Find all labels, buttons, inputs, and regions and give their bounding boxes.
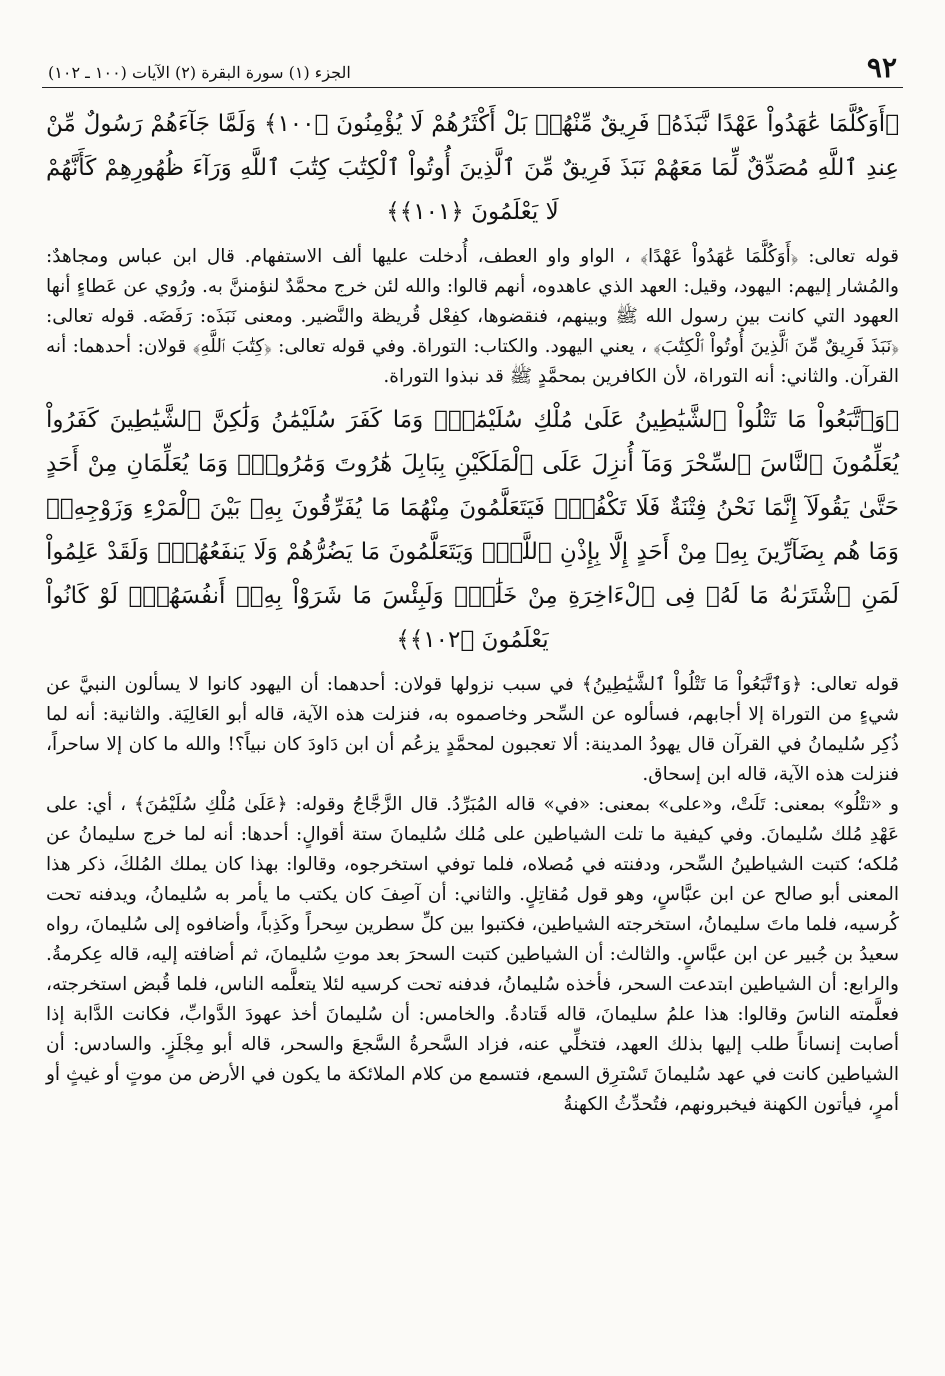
commentary-paragraph: و «تتْلُو» بمعنى: تَلَتْ، و«على» بمعنى: «في» قاله المُبَرِّدُ. قال الزَّجَّاجُ وقوله: ﴿عَلَىٰ مُلْكِ سُلَيْمَٰنَ﴾ ، أي: على عَهْدِ مُلك سُليمانَ. وفي كيفية ما تلت الشياطين على مُلك سُليمانَ ستة أقوالٍ: أحدها: أنه لما خرج سليمانُ عن مُلكه؛ كتبت الشياطينُ السِّحر، ودفنته في مُصلاه، فلما توفي استخرجوه، وقالوا: بهذا كان يملك المُلكَ، ذكر هذا المعنى أبو صالح عن ابن عبَّاسٍ، وهو قول مُقاتِلٍ. والثاني: أن آصِفَ كان يكتب ما يأمر به سُليمانُ، ويدفنه تحت كُرسيه، فلما ماتَ سليمانُ، استخرجته الشياطين، فكتبوا بين كلِّ سطرين سِحراً وكَذِباً، وأضافوه إلى سُليمانَ، رواه سعيدُ بن جُبير عن ابن عبَّاسٍ. والثالث: أن الشياطين كتبت السحرَ بعد موتِ سُليمانَ، ثم أضافته إليه، قاله عِكرمةُ. والرابع: أن الشياطين ابتدعت السحر، فأخذه سُليمانُ، فدفنه تحت كرسيه لئلا يتعلَّمه الناس، فلما قُبض استخرجته، فعلَّمته الناسَ وقالوا: هذا علمُ سليمانَ، قاله قَتادةُ. والخامس: أن سُليمانَ أخذ عهودَ الدَّوابِّ، فكانت الدَّابة إذا أصابت إنساناً طلب إليها بذلك العهد، فتخلِّي عنه، فزاد السَّحرةُ السَّجعَ والسحر، قاله أبو مِجْلَزٍ. والسادس: أن الشياطين كانت في عهد سُليمانَ تَسْترِق السمع، فتسمع من كلام الملائكة ما يكون في الأرض من موتٍ أو غيثٍ أو أمرٍ، فيأتون الكهنة فيخبرونهم، فتُحدِّثُ الكهنةُ <box>46 794 899 1115</box>
commentary-paragraph: قوله تعالى: ﴿أَوَكُلَّمَا عَٰهَدُواْ عَهْدًا﴾ ، الواو واو العطف، أُدخلت عليها ألف الاستفهام. قال ابن عباس ومجاهدٌ: والمُشار إليهم: اليهود، وقيل: العهد الذي عاهدوه، أنهم قالوا: والله لئن خرج محمَّدٌ لنؤمننَّ به. ورُوي عن عَطاءٍ أنها العهود التي كانت بين رسول الله ﷺ وبينهم، فنقضوها، كفِعْل قُريظة والنَّضير. ومعنى نَبَذَه: رَفَضَه. قوله تعالى: ﴿نَبَذَ فَرِيقٌ مِّنَ ٱلَّذِينَ أُوتُواْ ٱلْكِتَٰبَ﴾ ، يعني اليهود. والكتاب: التوراة. وفي قوله تعالى: ﴿كِتَٰبَ ٱللَّهِ﴾ قولان: أحدهما: أنه القرآن. والثاني: أنه التوراة، لأن الكافرين بمحمَّدٍ ﷺ قد نبذوا التوراة. <box>46 246 899 387</box>
page-header <box>42 51 903 88</box>
commentary-block-1 <box>42 242 903 392</box>
page-number: ٩٢ <box>866 51 897 84</box>
quran-verse-block-2: ﴿وَٱتَّبَعُواْ مَا تَتْلُواْ ٱلشَّيَٰطِينُ عَلَىٰ مُلْكِ سُلَيْمَٰنَۖ وَمَا كَفَرَ سُلَيْمَٰنُ وَلَٰكِنَّ ٱلشَّيَٰطِينَ كَفَرُواْ يُعَلِّمُونَ ٱلنَّاسَ ٱلسِّحْرَ وَمَآ أُنزِلَ عَلَى ٱلْمَلَكَيْنِ بِبَابِلَ هَٰرُوتَ وَمَٰرُوتَۚ وَمَا يُعَلِّمَانِ مِنْ أَحَدٍ حَتَّىٰ يَقُولَآ إِنَّمَا نَحْنُ فِتْنَةٌ فَلَا تَكْفُرْۖ فَيَتَعَلَّمُونَ مِنْهُمَا مَا يُفَرِّقُونَ بِهِۦ بَيْنَ ٱلْمَرْءِ وَزَوْجِهِۦۚ وَمَا هُم بِضَآرِّينَ بِهِۦ مِنْ أَحَدٍ إِلَّا بِإِذْنِ ٱللَّهِۚ وَيَتَعَلَّمُونَ مَا يَضُرُّهُمْ وَلَا يَنفَعُهُمْۚ وَلَقَدْ عَلِمُواْ لَمَنِ ٱشْتَرَىٰهُ مَا لَهُۥ فِى ٱلْءَاخِرَةِ مِنْ خَلَٰقٍۚ وَلَبِئْسَ مَا شَرَوْاْ بِهِۦٓ أَنفُسَهُمْۚ لَوْ كَانُواْ يَعْلَمُونَ ﴿١٠٢﴾﴾ <box>46 407 899 653</box>
commentary-paragraph: قوله تعالى: ﴿وَٱتَّبَعُواْ مَا تَتْلُواْ ٱلشَّيَٰطِينُ﴾ في سبب نزولها قولان: أحدهما: أن اليهود كانوا لا يسألون النبيَّ عن شيءٍ من التوراة إلا أجابهم، فسألوه عن السِّحر وخاصموه به، فنزلت هذه الآية، قاله أبو العَالِيَة. والثانية: أنه لما ذُكِر سُليمانُ في القرآن قال يهودُ المدينة: ألا تعجبون لمحمَّدٍ يزعُم أن ابن دَاودَ كان نبياً؟! والله ما كان إلا ساحراً، فنزلت هذه الآية، قاله ابن إسحاق. <box>46 674 899 785</box>
running-head: الجزء (١) سورة البقرة (٢) الآيات (١٠٠ ـ ١٠٢) <box>48 62 351 82</box>
quran-verse-block-1: ﴿أَوَكُلَّمَا عَٰهَدُواْ عَهْدًا نَّبَذَهُۥ فَرِيقٌ مِّنْهُمۚ بَلْ أَكْثَرُهُمْ لَا يُؤْمِنُونَ ﴿١٠٠﴾ وَلَمَّا جَآءَهُمْ رَسُولٌ مِّنْ عِندِ ٱللَّهِ مُصَدِّقٌ لِّمَا مَعَهُمْ نَبَذَ فَرِيقٌ مِّنَ ٱلَّذِينَ أُوتُواْ ٱلْكِتَٰبَ كِتَٰبَ ٱللَّهِ وَرَآءَ ظُهُورِهِمْ كَأَنَّهُمْ لَا يَعْلَمُونَ ﴿١٠١﴾﴾ <box>46 111 899 225</box>
commentary-block-2 <box>42 670 903 1120</box>
